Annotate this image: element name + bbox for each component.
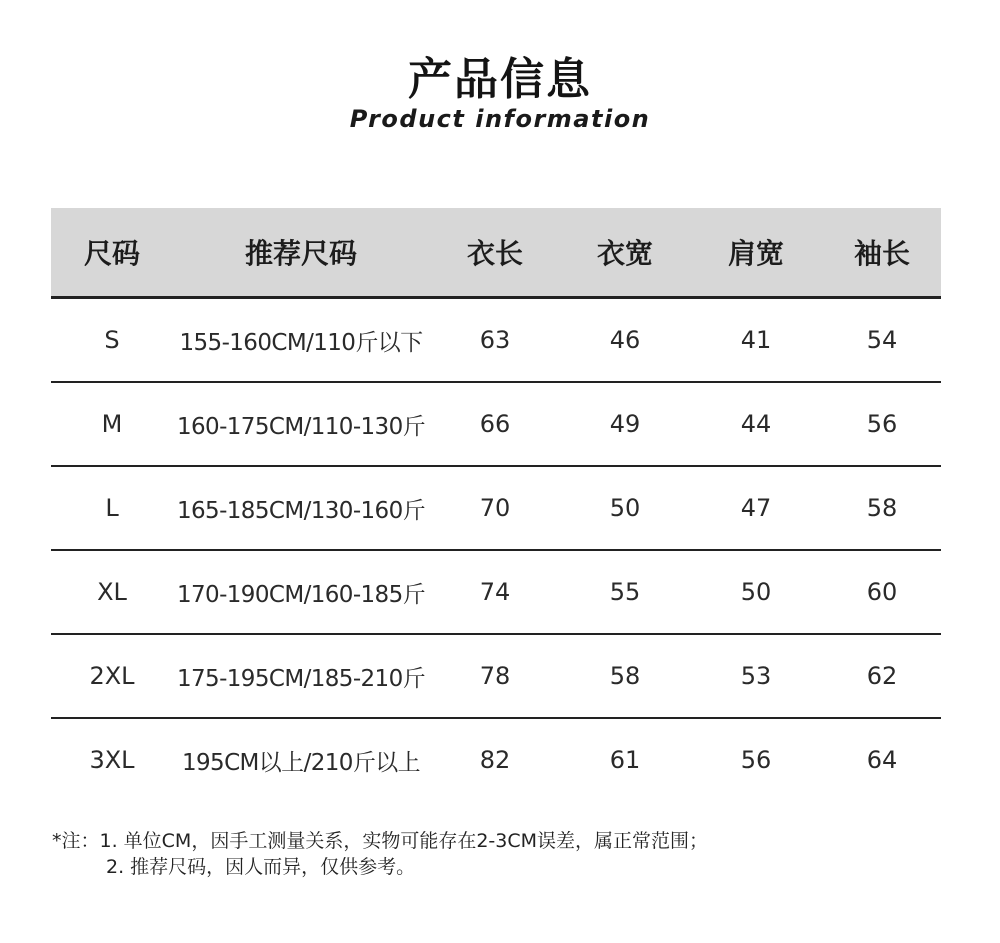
cell-chest-width: 61 [609,746,641,774]
cell-recommended-size: 195CM以上/210斤以上 [181,749,421,776]
cell-sleeve-length: 58 [823,466,941,550]
cell-length: 82 [479,746,511,774]
footnotes [52,828,708,880]
table-row [51,382,941,466]
cell-length: 66 [429,382,561,466]
cell-sleeve-length: 62 [823,634,941,718]
table-header-row [51,208,941,298]
column-header-recommended-size: 推荐尺码 [173,208,429,298]
cell-sleeve-length: 54 [823,298,941,383]
cell-shoulder-width: 50 [689,550,823,634]
table-row [51,550,941,634]
cell-size: XL [51,550,173,634]
cell-size: 3XL [89,746,135,774]
cell-shoulder-width: 56 [740,746,772,774]
cell-size: 2XL [51,634,173,718]
cell-size: S [51,298,173,383]
page-title: 产品信息 [408,54,592,105]
table-row [51,634,941,718]
cell-size: M [51,382,173,466]
column-header-chest-width: 衣宽 [561,208,689,298]
cell-length: 74 [429,550,561,634]
title-block [0,52,1000,134]
cell-length: 63 [429,298,561,383]
cell-chest-width: 49 [561,382,689,466]
cell-chest-width: 58 [561,634,689,718]
cell-length: 70 [429,466,561,550]
cell-recommended-size: 160-175CM/110-130斤 [173,382,429,466]
cell-sleeve-length: 60 [823,550,941,634]
cell-shoulder-width: 41 [689,298,823,383]
cell-recommended-size: 155-160CM/110斤以下 [173,298,429,383]
cell-recommended-size: 175-195CM/185-210斤 [173,634,429,718]
cell-chest-width: 46 [561,298,689,383]
page-subtitle: Product information [349,105,651,133]
table-row [51,718,941,801]
cell-shoulder-width: 44 [689,382,823,466]
cell-sleeve-length: 64 [866,746,898,774]
cell-shoulder-width: 47 [689,466,823,550]
column-header-length: 衣长 [429,208,561,298]
footnote-1: *注：1. 单位CM，因手工测量关系，实物可能存在2-3CM误差，属正常范围； [52,830,709,852]
cell-size: L [51,466,173,550]
cell-length: 78 [429,634,561,718]
cell-shoulder-width: 53 [689,634,823,718]
column-header-shoulder-width: 肩宽 [689,208,823,298]
table-row [51,466,941,550]
footnote-2: 2. 推荐尺码，因人而异，仅供参考。 [106,856,416,878]
size-chart-table [51,208,941,801]
cell-chest-width: 50 [561,466,689,550]
cell-sleeve-length: 56 [823,382,941,466]
column-header-sleeve-length: 袖长 [823,208,941,298]
column-header-size: 尺码 [51,208,173,298]
cell-recommended-size: 170-190CM/160-185斤 [173,550,429,634]
table-row [51,298,941,383]
cell-recommended-size: 165-185CM/130-160斤 [173,466,429,550]
cell-chest-width: 55 [561,550,689,634]
